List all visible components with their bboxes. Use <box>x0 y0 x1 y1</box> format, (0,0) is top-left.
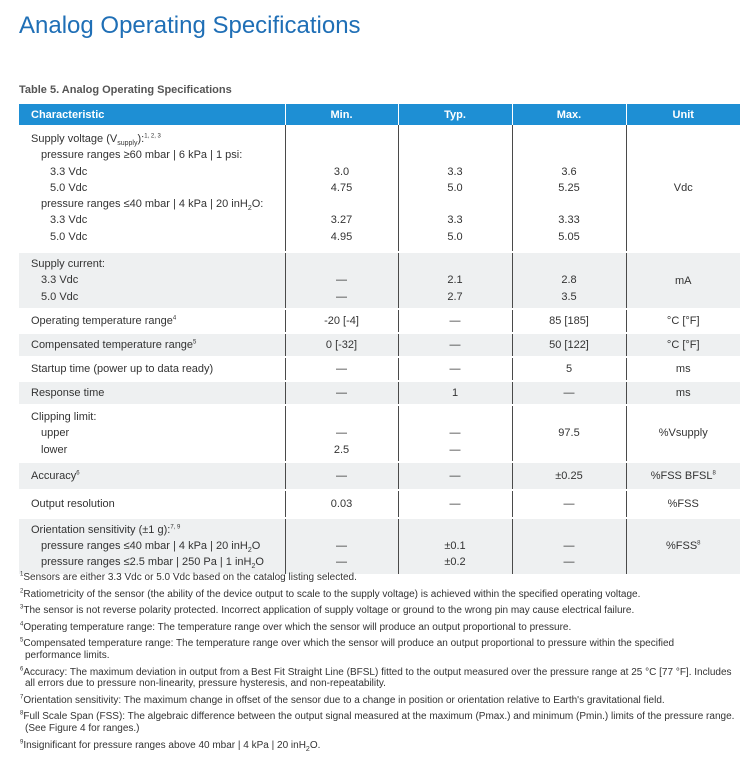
cell-unit: °C [°F] <box>626 333 740 357</box>
footnote-4: $^4$Operating temperature range: The temperature range over which the sensor will produce an output proportional to pressure. <box>20 621 572 633</box>
cell-max: ±0.25 <box>512 462 626 490</box>
row-label-output-resolution: Output resolution <box>19 490 285 518</box>
cell-typ: — <box>398 490 512 518</box>
cell-max: — — <box>512 518 626 575</box>
row-sublabel: pressure ranges ≤40 mbar | 4 kPa | 20 inH$_2$O: <box>41 198 264 213</box>
row-sublabel: pressure ranges ≥60 mbar | 6 kPa | 1 psi: <box>41 149 243 162</box>
table-row-supply-voltage <box>19 125 740 252</box>
row-sublabel: 5.0 Vdc <box>50 181 88 194</box>
cell-unit: °C [°F] <box>626 309 740 333</box>
row-label-supply-current: Supply current: <box>31 258 105 271</box>
header-unit: Unit <box>626 104 740 125</box>
cell-min: — 2.5 <box>285 405 398 462</box>
spec-table <box>19 104 740 576</box>
row-label-supply-voltage: Supply voltage $(V_{supply}):^{1, 2, 3}$ <box>31 133 161 148</box>
header-characteristic: Characteristic <box>19 104 285 125</box>
cell-unit: ms <box>626 357 740 381</box>
table-row-operating-temperature <box>19 309 740 333</box>
footnote-9: $^9$Insignificant for pressure ranges above 40 mbar | 4 kPa | 20 inH$_2$O. <box>20 739 321 753</box>
table-caption: Table 5. Analog Operating Specifications <box>19 84 232 96</box>
cell-min: 3.0 4.75 3.27 4.95 <box>285 125 398 252</box>
page-title: Analog Operating Specifications <box>19 12 361 39</box>
cell-max: 85 [185] <box>512 309 626 333</box>
header-min: Min. <box>285 104 398 125</box>
cell-typ: 1 <box>398 381 512 405</box>
table-header-row <box>19 104 740 125</box>
table-row-orientation-sensitivity <box>19 518 740 575</box>
cell-unit: Vdc <box>626 125 740 252</box>
cell-unit: %FSS$^8$ <box>626 518 740 575</box>
row-label-compensated-temperature: Compensated temperature range$^5$ <box>19 333 285 357</box>
row-label-accuracy: Accuracy$^6$ <box>19 462 285 490</box>
row-sublabel: 3.3 Vdc <box>41 274 79 287</box>
footnote-6: $^6$Accuracy: The maximum deviation in output from a Best Fit Straight Line (BFSL) fitted to the output measured over the pressure range at 25 °C [77 °F]. Includes all errors due to pressure non-linearity, pressure hysteresis, and non-repeatability. <box>20 666 732 690</box>
cell-typ: — — <box>398 405 512 462</box>
table-row-startup-time <box>19 357 740 381</box>
cell-min: — — <box>285 518 398 575</box>
row-sublabel: pressure ranges ≤2.5 mbar | 250 Pa | 1 inH$_2$O <box>41 556 264 571</box>
cell-min: — — <box>285 252 398 309</box>
row-sublabel: lower <box>41 443 68 456</box>
cell-min: — <box>285 381 398 405</box>
cell-unit: %Vsupply <box>626 405 740 462</box>
table-row-compensated-temperature <box>19 333 740 357</box>
cell-min: 0.03 <box>285 490 398 518</box>
cell-typ: 2.1 2.7 <box>398 252 512 309</box>
cell-max: 2.8 3.5 <box>512 252 626 309</box>
cell-unit: %FSS BFSL$^8$ <box>626 462 740 490</box>
footnote-8: $^8$Full Scale Span (FSS): The algebraic difference between the output signal measured at the maximum (Pmax.) and minimum (Pmin.) limits of the pressure range. (See Figure 4 for ranges.) <box>20 711 735 734</box>
table-row-output-resolution <box>19 490 740 518</box>
cell-unit: %FSS <box>626 490 740 518</box>
table-row-clipping-limit <box>19 405 740 462</box>
cell-min: — <box>285 357 398 381</box>
cell-max: 97.5 <box>512 405 626 462</box>
cell-unit: mA <box>626 252 740 309</box>
row-label-operating-temperature: Operating temperature range$^4$ <box>19 309 285 333</box>
footnote-3: $^3$The sensor is not reverse polarity protected. Incorrect application of supply voltage or ground to the wrong pin may cause electrical failure. <box>20 604 635 617</box>
cell-max: — <box>512 490 626 518</box>
table-row-response-time <box>19 381 740 405</box>
cell-max: 50 [122] <box>512 333 626 357</box>
row-label-clipping-limit: Clipping limit: <box>31 410 97 423</box>
header-max: Max. <box>512 104 626 125</box>
cell-typ: — <box>398 462 512 490</box>
cell-min: — <box>285 462 398 490</box>
cell-unit: ms <box>626 381 740 405</box>
row-sublabel: 3.3 Vdc <box>50 165 88 178</box>
row-sublabel: 5.0 Vdc <box>41 290 79 303</box>
row-label-startup-time: Startup time (power up to data ready) <box>19 357 285 381</box>
cell-max: — <box>512 381 626 405</box>
cell-min: -20 [-4] <box>285 309 398 333</box>
cell-typ: 3.3 5.0 3.3 5.0 <box>398 125 512 252</box>
footnote-7: $^7$Orientation sensitivity: The maximum change in offset of the sensor due to a change in position or orientation relative to Earth's gravitational field. <box>20 694 665 706</box>
footnote-2: $^2$Ratiometricity of the sensor (the ability of the device output to scale to the supply voltage) is achieved within the specified operating voltage. <box>20 588 641 600</box>
footnotes <box>20 572 740 756</box>
row-sublabel: upper <box>41 427 70 440</box>
table-row-accuracy <box>19 462 740 490</box>
footnote-1: $^1$Sensors are either 3.3 Vdc or 5.0 Vdc based on the catalog listing selected. <box>20 571 357 583</box>
table-row-supply-current <box>19 252 740 309</box>
row-sublabel: pressure ranges ≤40 mbar | 4 kPa | 20 inH$_2$O <box>41 540 261 555</box>
cell-min: 0 [-32] <box>285 333 398 357</box>
cell-typ: — <box>398 333 512 357</box>
cell-typ: — <box>398 357 512 381</box>
row-label-orientation-sensitivity: Orientation sensitivity (±1 g):$^{7, 9}$ <box>31 523 181 536</box>
footnote-5: $^5$Compensated temperature range: The temperature range over which the sensor will produce an output proportional to pressure within the specified performance limits. <box>20 638 675 661</box>
cell-typ: ±0.1 ±0.2 <box>398 518 512 575</box>
row-label-response-time: Response time <box>19 381 285 405</box>
cell-max: 3.6 5.25 3.33 5.05 <box>512 125 626 252</box>
cell-max: 5 <box>512 357 626 381</box>
row-sublabel: 3.3 Vdc <box>50 214 88 227</box>
row-sublabel: 5.0 Vdc <box>50 230 88 243</box>
cell-typ: — <box>398 309 512 333</box>
header-typ: Typ. <box>398 104 512 125</box>
